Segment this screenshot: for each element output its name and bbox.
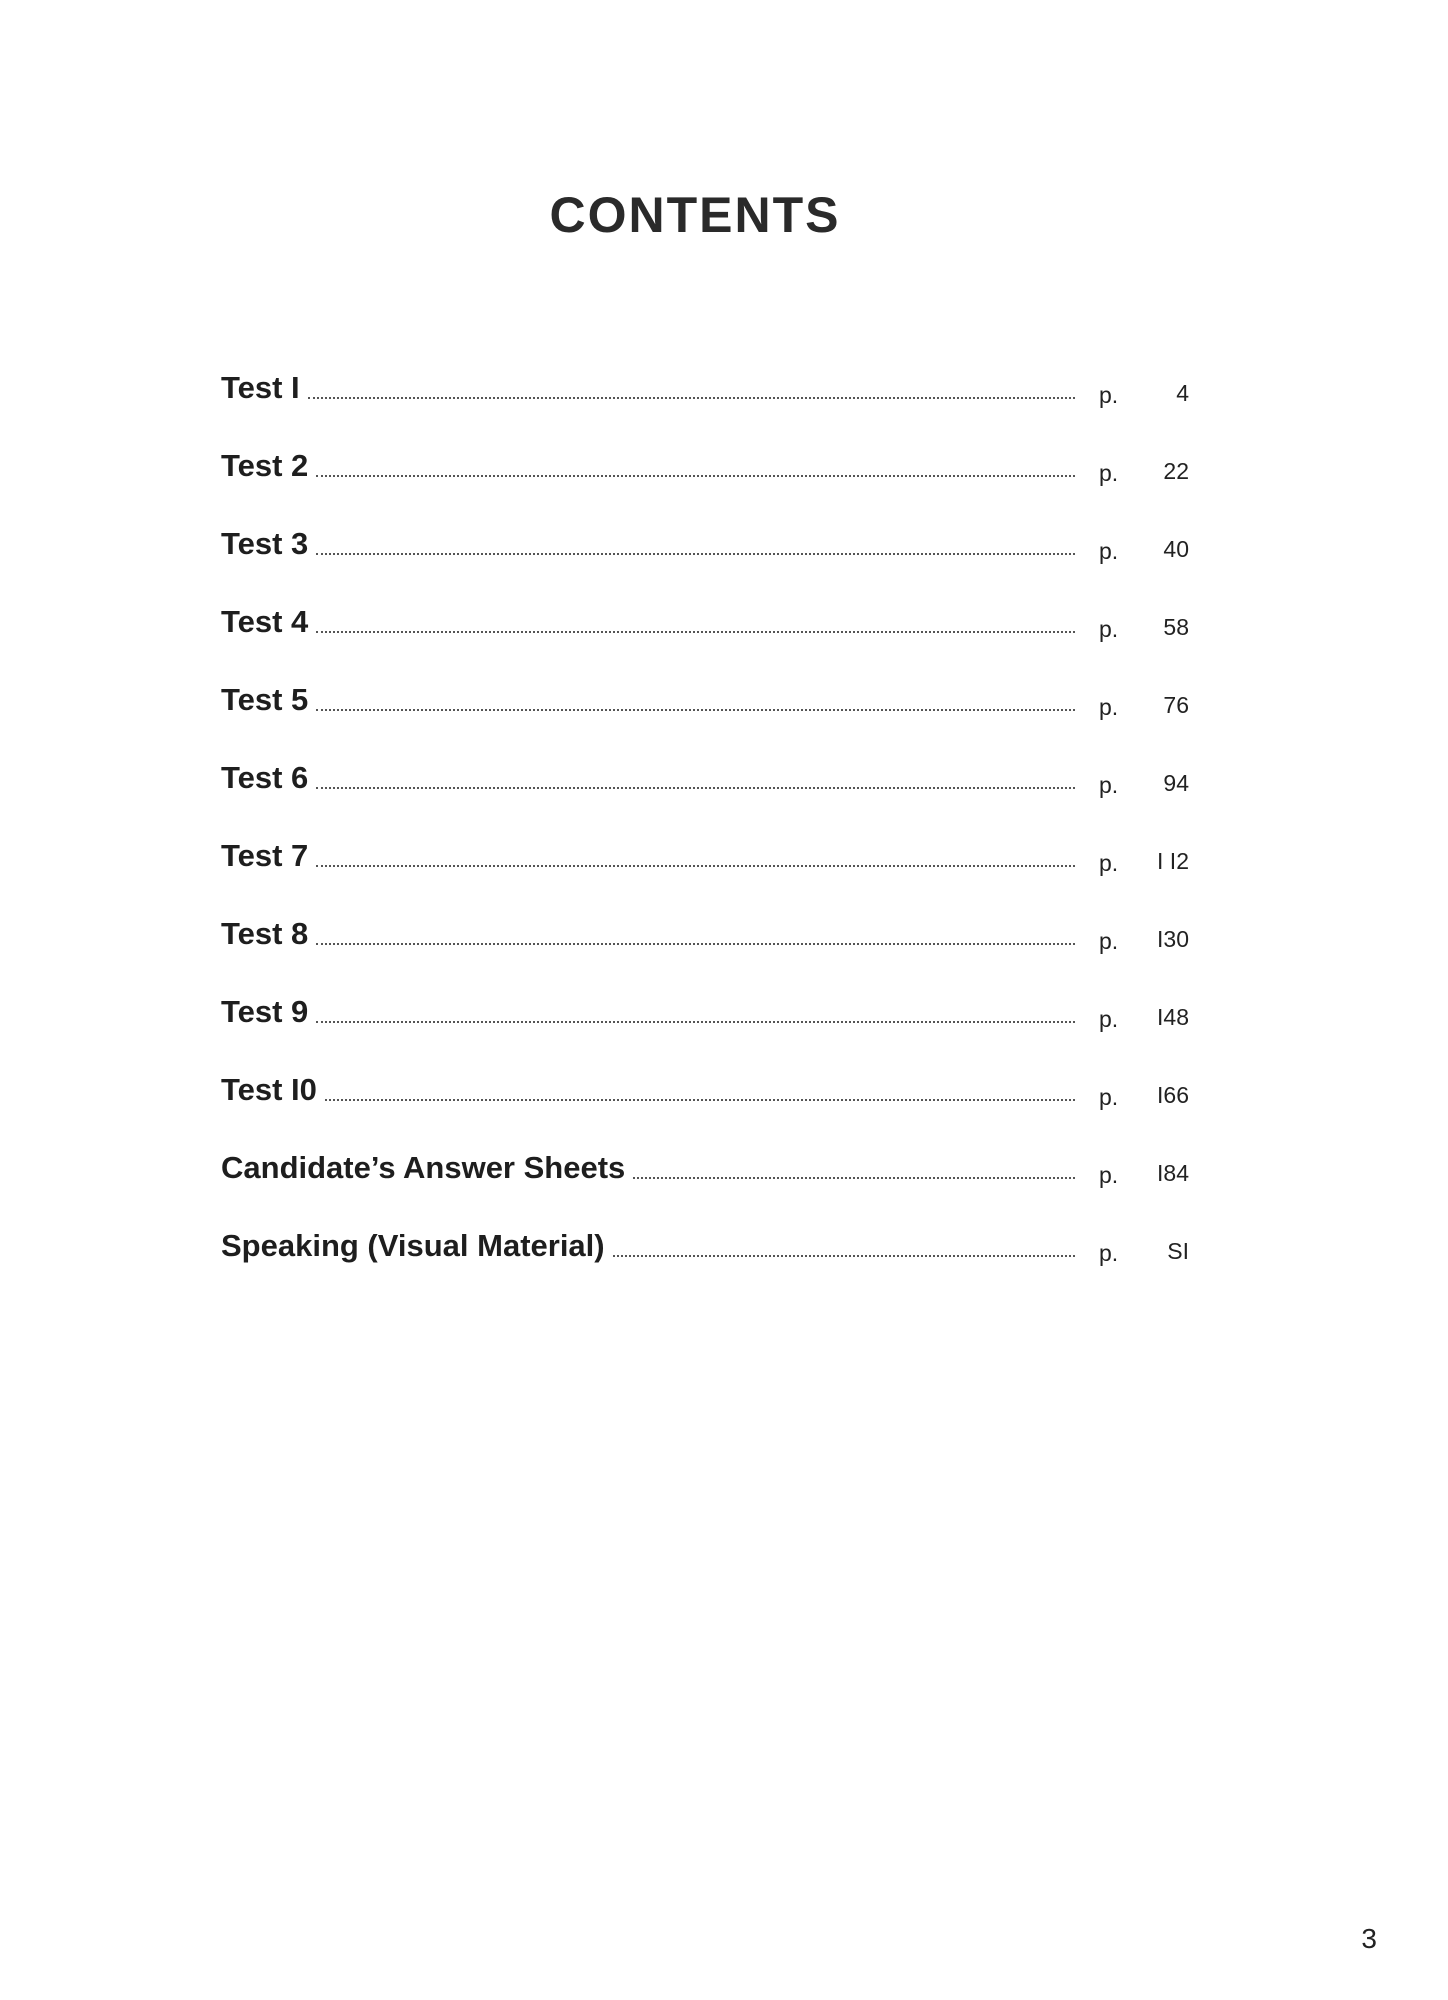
dot-leader: [316, 943, 1075, 945]
toc-entry-label: Test I: [221, 370, 300, 405]
toc-entry: [221, 325, 1189, 408]
toc-entry-prefix: p.: [1099, 1162, 1119, 1188]
toc-entry-prefix: p.: [1099, 928, 1119, 954]
toc-entry: [221, 1183, 1189, 1266]
toc-entry-label: Test 7: [221, 838, 309, 873]
toc-entry: [221, 637, 1189, 720]
toc-entry-prefix: p.: [1099, 538, 1119, 564]
toc-entry-label: Test 3: [221, 526, 309, 561]
dot-leader: [316, 475, 1075, 477]
dot-leader: [325, 1099, 1075, 1101]
table-of-contents: [221, 325, 1189, 1266]
toc-entry-prefix: p.: [1099, 1006, 1119, 1032]
toc-entry-label: Test 2: [221, 448, 309, 483]
toc-entry-page: 58: [1163, 614, 1189, 640]
page-title: CONTENTS: [549, 187, 841, 243]
toc-entry-label: Test 5: [221, 682, 309, 717]
toc-entry: [221, 1027, 1189, 1110]
toc-entry-prefix: p.: [1099, 616, 1119, 642]
toc-entry: [221, 949, 1189, 1032]
toc-entry-page: I66: [1157, 1082, 1189, 1108]
toc-entry-page: 4: [1176, 380, 1189, 406]
toc-entry: [221, 1105, 1189, 1188]
toc-entry-prefix: p.: [1099, 382, 1119, 408]
toc-entry-prefix: p.: [1099, 1240, 1119, 1266]
dot-leader: [633, 1177, 1075, 1179]
toc-entry-page: I30: [1157, 926, 1189, 952]
toc-entry-label: Test 4: [221, 604, 309, 639]
toc-entry: [221, 559, 1189, 642]
toc-entry-prefix: p.: [1099, 694, 1119, 720]
toc-entry-label: Test 8: [221, 916, 309, 951]
toc-entry-page: I I2: [1157, 848, 1189, 874]
toc-entry-page: I48: [1157, 1004, 1189, 1030]
dot-leader: [316, 709, 1075, 711]
toc-entry-page: SI: [1167, 1238, 1189, 1264]
toc-entry-page: 76: [1163, 692, 1189, 718]
toc-entry: [221, 481, 1189, 564]
toc-entry: [221, 715, 1189, 798]
page-number: 3: [1361, 1923, 1377, 1954]
toc-entry-prefix: p.: [1099, 460, 1119, 486]
toc-entry-label: Test I0: [221, 1072, 317, 1107]
toc-entry-label: Candidate’s Answer Sheets: [221, 1150, 626, 1185]
dot-leader: [613, 1255, 1075, 1257]
toc-entry-prefix: p.: [1099, 1084, 1119, 1110]
dot-leader: [316, 865, 1075, 867]
toc-entry-page: I84: [1157, 1160, 1189, 1186]
toc-entry: [221, 871, 1189, 954]
dot-leader: [316, 553, 1075, 555]
toc-entry-prefix: p.: [1099, 772, 1119, 798]
toc-entry-label: Test 6: [221, 760, 309, 795]
dot-leader: [316, 1021, 1075, 1023]
toc-entry-page: 22: [1163, 458, 1189, 484]
toc-entry: [221, 793, 1189, 876]
toc-entry-label: Speaking (Visual Material): [221, 1228, 605, 1263]
dot-leader: [316, 787, 1075, 789]
dot-leader: [316, 631, 1075, 633]
toc-entry-prefix: p.: [1099, 850, 1119, 876]
toc-entry-page: 40: [1163, 536, 1189, 562]
toc-entry-label: Test 9: [221, 994, 309, 1029]
toc-entry-page: 94: [1163, 770, 1189, 796]
toc-entry: [221, 403, 1189, 486]
dot-leader: [308, 397, 1075, 399]
